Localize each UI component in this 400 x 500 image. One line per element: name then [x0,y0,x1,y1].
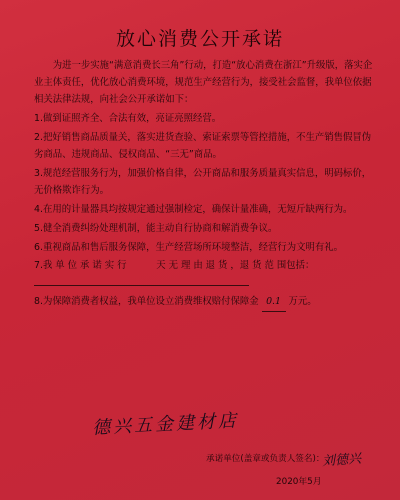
commitment-body [34,57,379,313]
commitment-item-1: 1.做到证照齐全、合法有效，亮证亮照经营。 [34,113,222,125]
item7-prefix: 7.我 单 位 承 诺 实 行 [34,260,127,272]
item7-mid: 天 无 理 由 退 货 ，退 货 范 围包括： [156,260,315,272]
commitment-item-6: 6.重视商品和售后服务保障，生产经营场所环境整洁，经营行为文明有礼。 [34,241,343,253]
commitment-item-3: 3.规范经营服务行为，加强价格自律，公开商品和服务质量真实信息，明码标价，无价格欺诈行为。 [34,168,372,197]
return-scope-blank [34,275,249,286]
guarantee-amount: 0.1 [262,293,286,311]
signer-label: 承诺单位(盖章或负责人签名)： [206,454,325,464]
commitment-item-8 [34,293,379,311]
item8-prefix: 8.为保障消费者权益，我单位设立消费维权赔付保障金 [34,296,259,308]
page-title: 放心消费公开承诺 [115,28,284,50]
item8-suffix: 万元。 [288,296,317,308]
commitment-item-4: 4.在用的计量器具均按规定通过强制检定，确保计量准确，无短斤缺两行为。 [34,204,353,215]
handwritten-signature: 刘德兴 [321,451,362,470]
commitment-item-7 [34,257,379,291]
commitment-item-5: 5.健全消费纠纷处理机制，能主动自行协商和解消费争议。 [34,222,278,234]
intro-paragraph: 为进一步实施“满意消费长三角”行动，打造“放心消费在浙江”升级版，落实企业主体责任，优化放心消费环境，规范生产经营行为，接受社会监督，我单位依据相关法律法规，向社会公开承诺如下： [34,60,373,106]
commitment-date: 2020年5月 [276,477,322,487]
commitment-item-2: 2.把好销售商品质量关，落实进货查验、索证索票等管控措施，不生产销售假冒伪劣商品、违规商品、侵权商品、“三无”商品。 [34,132,372,161]
handwritten-store-name: 德兴五金建材店 [91,410,240,439]
